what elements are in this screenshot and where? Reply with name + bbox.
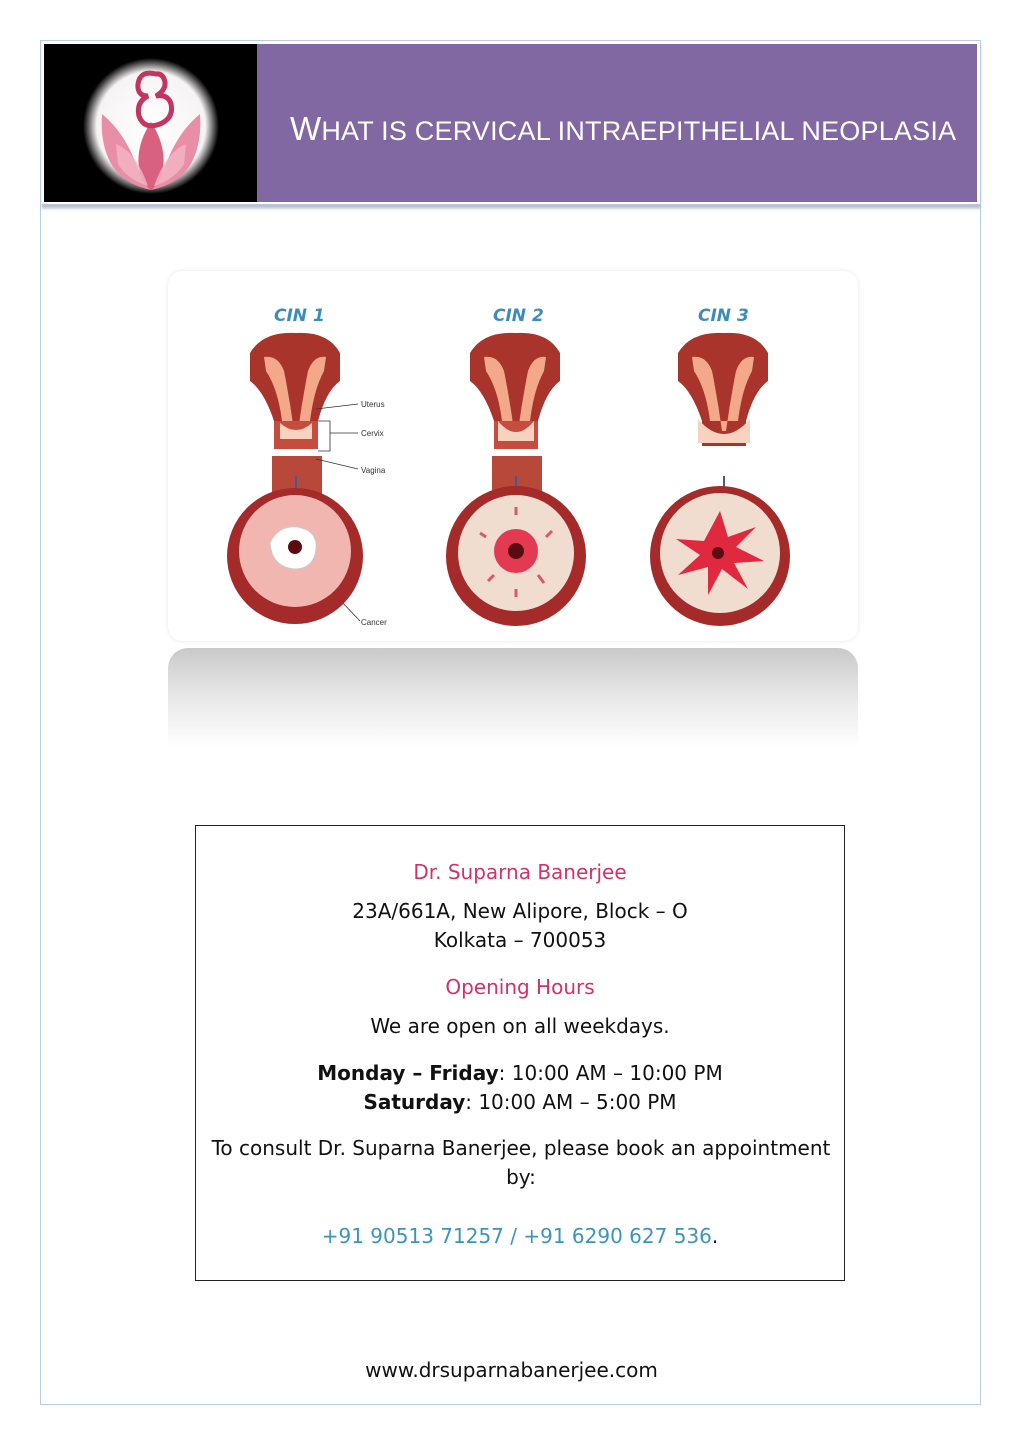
- page-title: [290, 110, 956, 148]
- title-rest: HAT IS CERVICAL INTRAEPITHELIAL NEOPLASIA: [321, 116, 957, 146]
- uterus-label: Uterus: [361, 400, 385, 409]
- doctor-name: Dr. Suparna Banerjee: [413, 860, 627, 884]
- phone-row: [196, 1224, 844, 1248]
- figure-reflection: [168, 648, 858, 748]
- weekday-hours: : 10:00 AM – 10:00 PM: [498, 1061, 723, 1085]
- consult-text: To consult Dr. Suparna Banerjee, please book an appointment by:: [211, 1136, 831, 1189]
- cancer-label: Cancer: [361, 618, 387, 627]
- cin1-uterus-drawing: [250, 333, 340, 503]
- address-line-1: 23A/661A, New Alipore, Block – O: [352, 899, 688, 923]
- address-line-2: Kolkata – 700053: [433, 928, 607, 952]
- vagina-label: Vagina: [361, 466, 386, 475]
- cin-diagram: [168, 271, 858, 641]
- cin3-uterus-drawing: [678, 333, 768, 503]
- cervix-label: Cervix: [361, 429, 384, 438]
- cin1-label: CIN 1: [274, 306, 325, 326]
- opening-hours-heading: Opening Hours: [445, 975, 595, 999]
- lotus-pregnancy-logo-icon: [44, 44, 257, 202]
- title-first-letter: W: [290, 110, 322, 147]
- cin2-label: CIN 2: [493, 306, 544, 326]
- weekday-hours-row: [196, 1061, 844, 1085]
- open-note: We are open on all weekdays.: [370, 1014, 670, 1038]
- cin-stages-figure: [168, 271, 858, 641]
- website-url[interactable]: www.drsuparnabanerjee.com: [365, 1358, 658, 1382]
- contact-info-box: [195, 825, 845, 1281]
- phone-numbers-link[interactable]: +91 90513 71257 / +91 6290 627 536: [321, 1224, 712, 1248]
- saturday-hours-row: [196, 1090, 844, 1114]
- cin1-cervix-view: [227, 488, 363, 624]
- saturday-label: Saturday: [363, 1090, 466, 1114]
- cin2-uterus-drawing: [470, 333, 560, 503]
- logo-box: [44, 44, 257, 202]
- cin2-cervix-view: [446, 486, 586, 626]
- cin3-label: CIN 3: [698, 306, 749, 326]
- phone-suffix: .: [711, 1224, 719, 1248]
- title-banner: [257, 44, 977, 202]
- weekday-label: Monday – Friday: [317, 1061, 499, 1085]
- cin3-cervix-view: [650, 486, 790, 626]
- saturday-hours: : 10:00 AM – 5:00 PM: [465, 1090, 677, 1114]
